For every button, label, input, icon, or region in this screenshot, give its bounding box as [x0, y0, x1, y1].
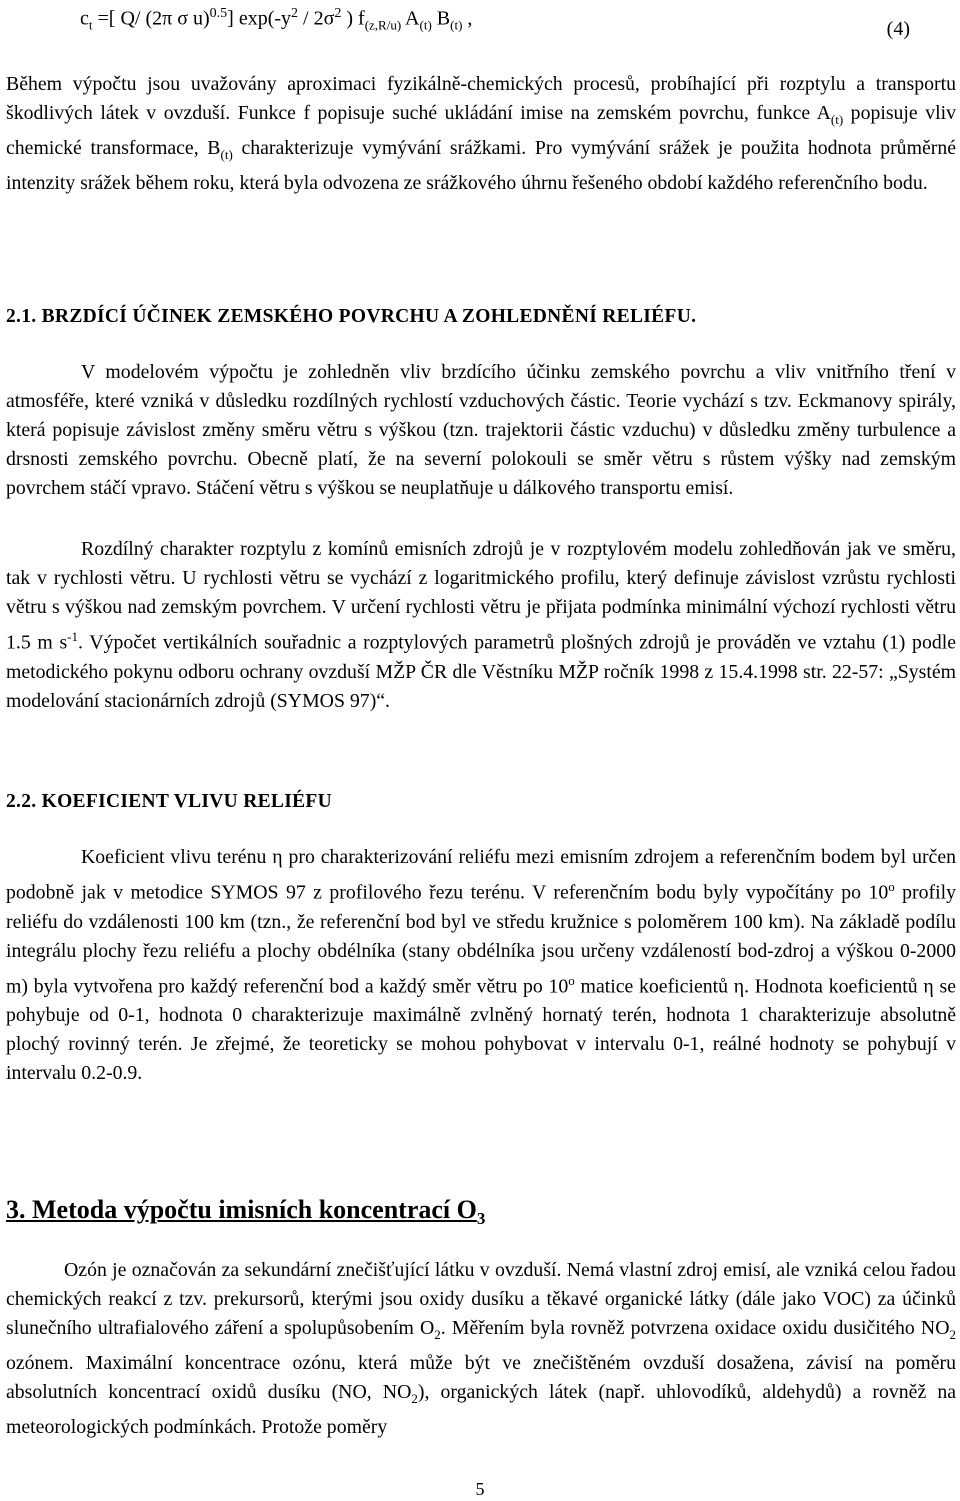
eq-part: A — [401, 7, 420, 30]
para5-sub: 2 — [434, 1326, 441, 1342]
para3-text: . Výpočet vertikálních souřadnic a rozptylových parametrů plošných zdrojů je prováděn ve vztahu (1) podle metodického pokynu odboru ochrany ovzduší MŽP ČR dle Věstníku MŽP ročník 1998 z 15.4.1998 str. 22-57: „Systém modelování stacionárních zdrojů (SYMOS 97)“. — [6, 631, 957, 712]
eq-part: / 2σ — [298, 7, 335, 30]
eq-sub: (t) — [419, 17, 432, 33]
para1-text: charakterizuje vymývání srážkami. Pro vymývání srážek je použita hodnota průměrné intenzity srážek během roku, která byla odvozena ze srážkového úhrnu řešeného období každého referenčního bodu. — [6, 136, 956, 194]
paragraph-3 — [6, 535, 956, 716]
heading-3 — [6, 1195, 485, 1229]
eq-part: , — [462, 7, 473, 30]
eq-part: =[ Q/ (2π σ u) — [92, 7, 210, 30]
paragraph-2 — [6, 358, 956, 503]
heading-2-1: 2.1. BRZDÍCÍ ÚČINEK ZEMSKÉHO POVRCHU A ZOHLEDNĚNÍ RELIÉFU. — [6, 306, 697, 327]
paragraph-5 — [6, 1256, 956, 1442]
para1-text: Během výpočtu jsou uvažovány aproximaci fyzikálně-chemických procesů, probíhající při rozptylu a transportu škodlivých látek v ovzduší. Funkce f popisuje suché ukládání imise na zemském povrchu, funkce A — [6, 73, 956, 124]
para5-sub: 2 — [411, 1390, 418, 1406]
equation-4 — [80, 6, 960, 52]
page-number: 5 — [475, 1479, 485, 1499]
para4-text: Koeficient vlivu terénu η pro charakterizování reliéfu mezi emisním zdrojem a referenčním bodem byl určen podobně jak v metodice SYMOS 97 z profilového řezu terénu. V referenčním bodu byly vypočítány po 10 — [6, 846, 956, 904]
paragraph-1 — [6, 70, 956, 198]
para2-text: V modelovém výpočtu je zohledněn vliv brzdícího účinku zemského povrchu a vliv vnitřního tření v atmosféře, které vzniká v důsledku rozdílných rychlostí vzduchových částic. Teorie vychází s tzv. Eckmanovy spirály, která popisuje závislost změny směru větru s výškou (tzn. trajektorii částic vzduchu) v důsledku změny turbulence a drsnosti zemského povrchu. Obecně platí, že na severní polokouli se směr větru s růstem výšky nad zemským povrchem stáčí vpravo. Stáčení větru s výškou se neuplatňuje u dálkového transportu emisí. — [6, 361, 956, 499]
para1-text: popisuje vliv chemické transformace, B — [6, 102, 956, 159]
para5-sub: 2 — [949, 1326, 956, 1342]
para3-sup: -1 — [67, 629, 79, 644]
eq-sub: (t) — [450, 17, 463, 33]
heading-3-text: 3. Metoda výpočtu imisních koncentrací O — [6, 1195, 477, 1224]
para1-sub: (t) — [830, 111, 844, 127]
eq-sub: (z,R/u) — [364, 17, 402, 33]
para5-text: ), organických látek (např. uhlovodíků, aldehydů) a rovněž na meteorologických podmínkách. Protože poměry — [6, 1380, 956, 1438]
para5-text: Ozón je označován za sekundární znečišťující látku v ovzduší. Nemá vlastní zdroj emisí, ale vzniká celou řadou chemických reakcí z tzv. prekursorů, kterými jsou oxidy dusíku a těkavé organické látky (dále jako VOC) za účinků slunečního ultrafialového záření a spolupůsobením O — [6, 1259, 956, 1339]
para5-text: ozónem. Maximální koncentrace ozónu, která může být ve znečištěném ovzduší dosažena, závisí na poměru absolutních koncentrací oxidů dusíku (NO, NO — [6, 1351, 956, 1403]
eq-c-sub: t — [88, 17, 93, 33]
eq-sup: 0.5 — [209, 6, 228, 21]
equation-number: (4) — [886, 18, 910, 40]
para4-text: matice koeficientů η. Hodnota koeficientů η se pohybuje od 0-1, hodnota 0 charakterizuje maximálně zvlněný hornatý terén, hodnota 1 charakterizuje absolutně plochý rovinný terén. Je zřejmé, že teoreticky se mohou pohybovat v intervalu 0-1, reálné hodnoty se pohybují v intervalu 0.2-0.9. — [6, 975, 956, 1085]
eq-part: ] exp(-y — [227, 7, 292, 30]
para4-sup: o — [568, 972, 575, 988]
para4-text: profily reliéfu do vzdálenosti 100 km (tzn., že referenční bod byl ve středu kružnice s poloměrem 100 km). Na základě podílu integrálu plochy řezu reliéfu a plochy obdélníka (stany obdélníka jsou určeny vzdáleností bod-zdroj a výškou 0-2000 m) byla vytvořena pro každý referenční bod a každý směr větru po 10 — [6, 881, 956, 998]
paragraph-4 — [6, 843, 956, 1088]
eq-c: c — [80, 7, 89, 30]
para4-sup: o — [888, 879, 895, 894]
heading-3-sub: 3 — [476, 1209, 486, 1229]
heading-2-2: 2.2. KOEFICIENT VLIVU RELIÉFU — [6, 791, 333, 812]
eq-part: B — [431, 7, 451, 30]
eq-sup: 2 — [291, 6, 299, 21]
para1-sub: (t) — [220, 146, 233, 162]
para5-text: . Měřením byla rovněž potvrzena oxidace oxidu dusičitého NO — [440, 1317, 950, 1339]
eq-part: ) f — [341, 7, 365, 30]
para3-text: Rozdílný charakter rozptylu z komínů emisních zdrojů je v rozptylovém modelu zohledňován jak ve směru, tak v rychlosti větru. U rychlosti větru se vychází z logaritmického profilu, který definuje závislost vzrůstu rychlosti větru s výškou nad zemským povrchem. V určení rychlosti větru je přijata podmínka minimální výchozí rychlosti větru 1.5 m s — [6, 538, 956, 654]
eq-sup: 2 — [334, 6, 342, 21]
